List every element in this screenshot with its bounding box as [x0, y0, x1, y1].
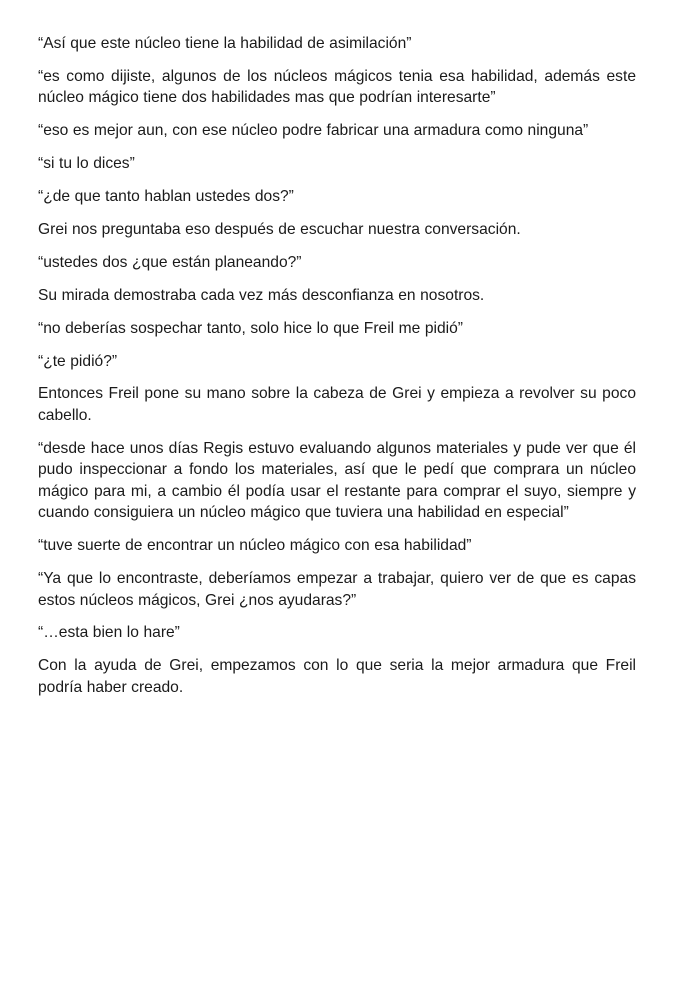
paragraph: “¿te pidió?”	[38, 352, 118, 370]
paragraph: “¿de que tanto hablan ustedes dos?”	[38, 188, 294, 206]
paragraph: “ustedes dos ¿que están planeando?”	[38, 253, 302, 271]
paragraph: “si tu lo dices”	[38, 155, 135, 173]
paragraph: “no deberías sospechar tanto, solo hice lo que Freil me pidió”	[38, 319, 463, 337]
paragraph: “es como dijiste, algunos de los núcleos mágicos tenia esa habilidad, además este núcleo mágico tiene dos habilidades mas que podrían interesarte”	[38, 67, 636, 107]
paragraph: “Ya que lo encontraste, deberíamos empezar a trabajar, quiero ver de que es capas estos núcleos mágicos, Grei ¿nos ayudaras?”	[38, 570, 636, 609]
paragraph: “…esta bien lo hare”	[38, 624, 180, 642]
paragraph: “Así que este núcleo tiene la habilidad de asimilación”	[38, 35, 412, 52]
paragraph: Entonces Freil pone su mano sobre la cabeza de Grei y empieza a revolver su poco cabello.	[38, 385, 636, 424]
paragraph: “desde hace unos días Regis estuvo evaluando algunos materiales y pude ver que él pudo inspeccionar a fondo los materiales, así que le pedí que comprara un núcleo mágico para mi, a cambio él podía usar el restante para comprar el suyo, siempre y cuando consiguiera un núcleo mágico que tuviera una habilidad en especial”	[38, 439, 636, 522]
paragraph: “eso es mejor aun, con ese núcleo podre fabricar una armadura como ninguna”	[38, 122, 589, 140]
paragraph: Grei nos preguntaba eso después de escuchar nuestra conversación.	[38, 220, 521, 238]
paragraph: Con la ayuda de Grei, empezamos con lo que seria la mejor armadura que Freil podría haber creado.	[38, 657, 636, 696]
paragraph: Su mirada demostraba cada vez más desconfianza en nosotros.	[38, 286, 485, 304]
paragraph: “tuve suerte de encontrar un núcleo mágico con esa habilidad”	[38, 537, 472, 555]
